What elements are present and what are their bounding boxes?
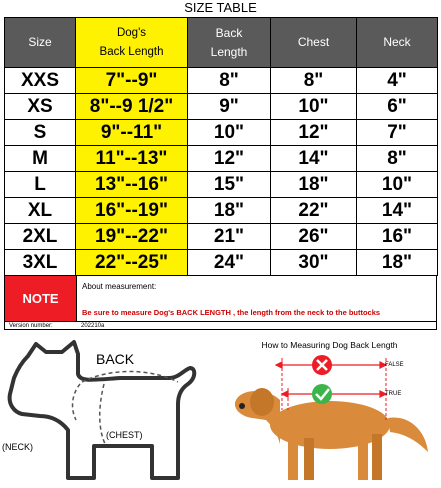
cell-dog-back: 7"--9" — [76, 68, 188, 94]
cell-neck: 14" — [357, 198, 438, 224]
header-neck-label: Neck — [383, 35, 411, 49]
cell-neck: 10" — [357, 172, 438, 198]
cell-back: 9" — [188, 94, 271, 120]
cell-size: L — [5, 172, 76, 198]
cell-back: 15" — [188, 172, 271, 198]
table-row — [5, 146, 438, 172]
cell-neck: 6" — [357, 94, 438, 120]
cell-chest: 18" — [271, 172, 357, 198]
version-label: Version number: — [9, 323, 53, 329]
true-measure-arrow — [282, 391, 386, 397]
table-header-row — [5, 18, 438, 68]
cell-back: 12" — [188, 146, 271, 172]
table-row — [5, 68, 438, 94]
dog-photo-icon — [235, 388, 428, 480]
neck-label: (NECK) — [2, 442, 33, 452]
dog-measurement-diagram — [0, 338, 220, 486]
cell-neck: 16" — [357, 224, 438, 250]
header-back-line1: Back — [215, 25, 243, 40]
cell-dog-back: 16"--19" — [76, 198, 188, 224]
cell-size: S — [5, 120, 76, 146]
header-chest — [271, 18, 357, 68]
table-row — [5, 250, 438, 276]
table-row — [5, 224, 438, 250]
cell-size: XS — [5, 94, 76, 120]
table-row — [5, 120, 438, 146]
note-label: NOTE — [5, 276, 76, 321]
cell-chest: 22" — [271, 198, 357, 224]
back-label: BACK — [96, 351, 135, 367]
header-back-line2: Length — [210, 44, 248, 59]
cell-size: 3XL — [5, 250, 76, 276]
cell-size: 2XL — [5, 224, 76, 250]
dog-photo-illustration — [222, 340, 437, 486]
cell-chest: 26" — [271, 224, 357, 250]
cell-size: XL — [5, 198, 76, 224]
cell-neck: 7" — [357, 120, 438, 146]
header-neck — [357, 18, 438, 68]
cell-neck: 4" — [357, 68, 438, 94]
note-text-area — [76, 276, 437, 321]
size-table — [4, 17, 438, 276]
header-size-label: Size — [28, 35, 52, 49]
cell-dog-back: 22"--25" — [76, 250, 188, 276]
header-back-length — [188, 18, 271, 68]
cell-dog-back: 9"--11" — [76, 120, 188, 146]
false-x-icon — [312, 355, 332, 375]
header-dog-back-line1: Dog's — [116, 26, 147, 39]
cell-back: 10" — [188, 120, 271, 146]
cell-chest: 8" — [271, 68, 357, 94]
header-dog-back-line2: Back Length — [99, 45, 164, 58]
header-chest-label: Chest — [297, 35, 330, 49]
cell-back: 24" — [188, 250, 271, 276]
cell-chest: 14" — [271, 146, 357, 172]
cell-dog-back: 19"--22" — [76, 224, 188, 250]
header-dog-back-length — [76, 18, 188, 68]
cell-neck: 8" — [357, 146, 438, 172]
cell-size: M — [5, 146, 76, 172]
cell-chest: 10" — [271, 94, 357, 120]
chest-label: (CHEST) — [106, 430, 143, 440]
cell-back: 21" — [188, 224, 271, 250]
cell-dog-back: 8"--9 1/2" — [76, 94, 188, 120]
note-block — [4, 275, 437, 330]
cell-neck: 18" — [357, 250, 438, 276]
version-value: 202210a — [81, 323, 105, 329]
photo-title: How to Measuring Dog Back Length — [261, 340, 398, 350]
header-size — [5, 18, 76, 68]
table-row — [5, 172, 438, 198]
true-label: TRUE — [385, 391, 402, 397]
table-row — [5, 198, 438, 224]
about-measurement-text: About measurement: — [82, 282, 157, 291]
cell-chest: 30" — [271, 250, 357, 276]
cell-size: XXS — [5, 68, 76, 94]
measure-instruction-text: Be sure to measure Dog's BACK LENGTH , the length from the neck to the buttocks — [82, 308, 381, 317]
table-row — [5, 94, 438, 120]
version-row — [5, 321, 436, 330]
false-label: FALSE — [385, 362, 404, 368]
cell-chest: 12" — [271, 120, 357, 146]
page-title: SIZE TABLE — [184, 0, 257, 15]
cell-dog-back: 13"--16" — [76, 172, 188, 198]
true-check-icon — [312, 384, 332, 404]
measuring-photo — [222, 340, 437, 486]
cell-back: 8" — [188, 68, 271, 94]
cell-back: 18" — [188, 198, 271, 224]
cell-dog-back: 11"--13" — [76, 146, 188, 172]
